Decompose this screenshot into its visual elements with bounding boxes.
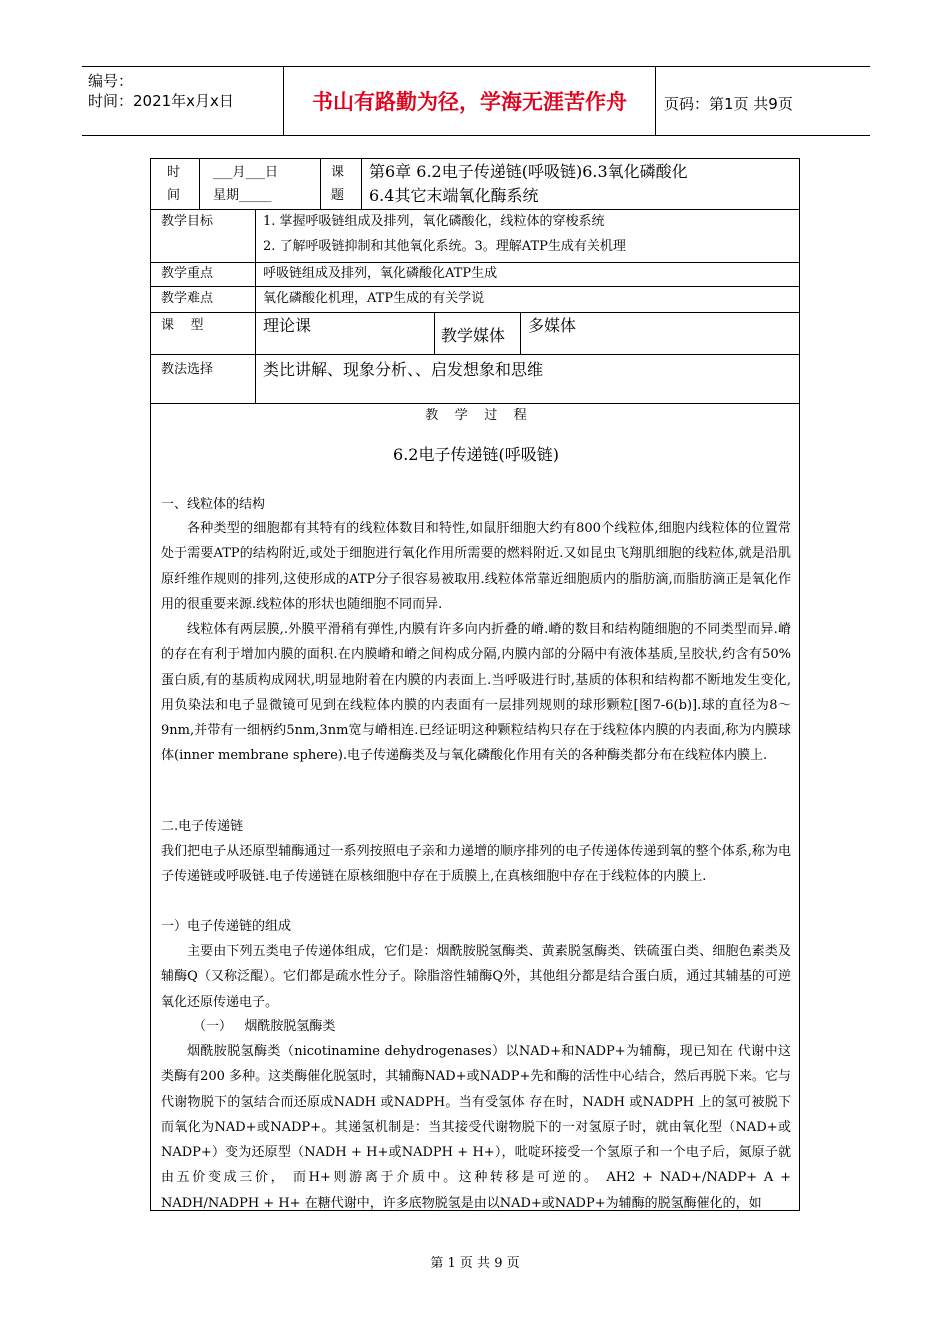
header-divider-right [655,66,656,136]
row-rule [151,286,799,287]
topic-cell-label-1: 课 [331,165,345,180]
time-label: 时间：2021年x月x日 [88,92,234,110]
paragraph-mitochondria-2: 线粒体有两层膜,.外膜平滑稍有弹性,内膜有许多向内折叠的嵴.嵴的数目和结构随细胞的不同类型而异.嵴的存在有利于增加内膜的面积.在内膜嵴和嵴之间构成分隔,内膜内部的分隔中有液体基质,呈胶状,约含有50%蛋白质,有的基质构成网状,明显地附着在内膜的内表面上.当呼吸进行时,基质的体积和结构都不断地发生变化,用负染法和电子显微镜可见到在线粒体内膜的内表面有一层排列规则的球形颗粒[图7-6(b)].球的直径为8～9nm,并带有一细柄约5nm,3nm宽与嵴相连.已经证明这种颗粒结构只存在于线粒体内膜的内表面,称为内膜球体(inner membrane sphere).电子传递酶类及与氧化磷酸化作用有关的各种酶类都分布在线粒体内膜上. [161,622,791,764]
heading-chain-composition: 一）电子传递链的组成 [161,919,292,934]
type-label: 课 型 [161,318,204,333]
method-value: 类比讲解、现象分析、、启发想象和思维 [263,360,544,379]
time-cell-label-2: 间 [167,188,181,203]
topic-line-1: 第6章 6.2电子传递链(呼吸链)6.3氧化磷酸化 [369,162,688,181]
paragraph-chain-composition: 主要由下列五类电子传递体组成，它们是：烟酰胺脱氢酶类、黄素脱氢酶类、铁硫蛋白类、细胞色素类及辅酶Q（又称泛醌）。它们都是疏水性分子。除脂溶性辅酶Q外，其他组分都是结合蛋白质，通过其辅基的可逆氧化还原传递电子。 [161,944,791,1010]
paragraph-nicotinamide: 烟酰胺脱氢酶类（nicotinamine dehydrogenases）以NAD+和NADP+为辅酶，现已知在 代谢中这类酶有200 多种。这类酶催化脱氢时，其辅酶NAD+或NADP+先和酶的活性中心结合，然后再脱下来。它与代谢物脱下的氢结合而还原成NADH 或NADPH。当有受氢体 存在时，NADH 或NADPH 上的氢可被脱下而氧化为NAD+或NADP+。其递氢机制是：当其接受代谢物脱下的一对氢原子时，就由氧化型（NAD+或NADP+）变为还原型（NADH + H+或NADPH + H+），吡啶环接受一个氢原子和一个电子后，氮原子就由五价变成三价， 而H+则游离于介质中。这种转移是可逆的。 AH2 + NAD+/NADP+ A + NADH/NADPH + H+ 在糖代谢中，许多底物脱氢是由以NAD+或NADP+为辅酶的脱氢酶催化的，如 [161,1044,791,1211]
number-label: 编号： [88,72,134,90]
media-label: 教学媒体 [441,326,506,345]
page-footer: 第 1 页 共 9 页 [430,1256,520,1271]
row-rule [151,209,799,210]
date-line: ___月___日 [213,165,279,180]
heading-electron-chain: 二.电子传递链 [161,819,244,834]
col-rule [320,159,321,209]
topic-line-2: 6.4其它末端氧化酶系统 [369,186,539,205]
topic-cell-label-2: 题 [331,188,345,203]
col-rule [520,312,521,354]
col-rule [255,209,256,403]
goal-item-1: 1. 掌握呼吸链组成及排列，氧化磷酸化，线粒体的穿梭系统 [263,214,605,229]
method-label: 教法选择 [161,362,214,377]
row-rule [151,403,799,404]
header-page-info: 页码：第1页 共9页 [664,95,793,113]
col-rule [199,159,200,209]
motto: 书山有路勤为径，学海无涯苦作舟 [312,90,627,114]
week-line: 星期_____ [213,188,272,203]
paragraph-electron-chain: 我们把电子从还原型辅酶通过一系列按照电子亲和力递增的顺序排列的电子传递体传递到氧的整个体系,称为电子传递链或呼吸链.电子传递链在原核细胞中存在于质膜上,在真核细胞中存在于线粒体的内膜上. [161,844,791,885]
process-label: 教 学 过 程 [425,408,527,423]
time-cell-label-1: 时 [167,165,181,180]
key-text: 呼吸链组成及排列，氧化磷酸化ATP生成 [263,266,498,281]
goal-item-2: 2. 了解呼吸链抑制和其他氧化系统。3。理解ATP生成有关机理 [263,239,626,254]
paragraph-mitochondria-1: 各种类型的细胞都有其特有的线粒体数目和特性,如鼠肝细胞大约有800个线粒体,细胞内线粒体的位置常处于需要ATP的结构附近,或处于细胞进行氧化作用所需要的燃料附近.又如昆虫飞翔肌细胞的线粒体,就是沿肌原纤维作规则的排列,这使形成的ATP分子很容易被取用.线粒体常靠近细胞质内的脂肪滴,而脂肪滴正是氧化作用的很重要来源.线粒体的形状也随细胞不同而异. [161,521,791,612]
row-rule [151,312,799,313]
col-rule [434,312,435,354]
row-rule [151,354,799,355]
type-value: 理论课 [263,316,312,335]
hard-text: 氧化磷酸化机理，ATP生成的有关学说 [263,291,485,306]
lesson-plan-table [150,158,800,1211]
goal-label: 教学目标 [161,214,214,229]
heading-nicotinamide: （一） 烟酰胺脱氢酶类 [193,1019,336,1034]
section-title: 6.2电子传递链(呼吸链) [393,445,559,464]
media-value: 多媒体 [528,316,577,335]
hard-label: 教学难点 [161,291,214,306]
heading-mitochondria: 一、线粒体的结构 [161,497,266,512]
key-label: 教学重点 [161,266,214,281]
col-rule [361,159,362,209]
